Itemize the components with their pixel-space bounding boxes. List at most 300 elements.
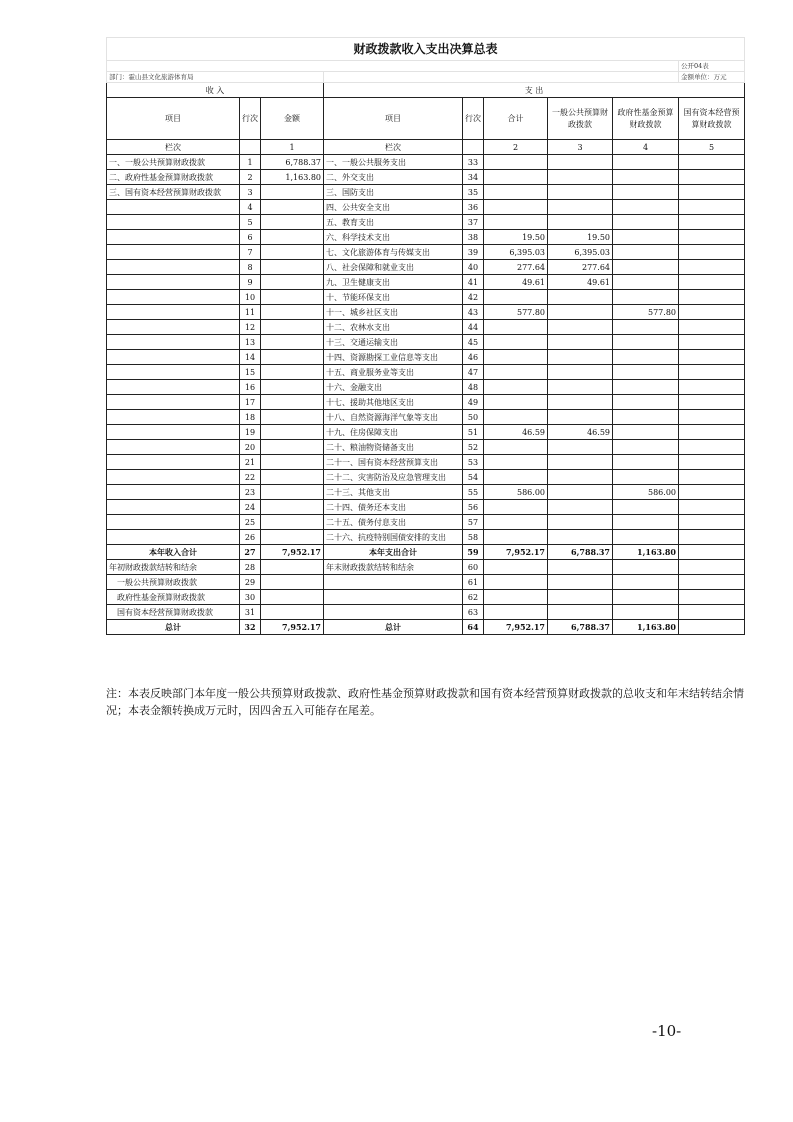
fund-budget-amount [613,515,679,530]
income-item [107,425,240,440]
table-row [107,440,745,455]
general-budget-amount [548,500,613,515]
income-item: 总计 [107,620,240,635]
table-row [107,245,745,260]
expense-item: 本年支出合计 [324,545,463,560]
expense-row-number: 61 [463,575,484,590]
expense-item: 二十三、其他支出 [324,485,463,500]
income-row-number: 15 [240,365,261,380]
table-row [107,260,745,275]
expense-total: 19.50 [484,230,548,245]
expense-total: 586.00 [484,485,548,500]
expense-row-number: 55 [463,485,484,500]
expense-group-header: 支 出 [324,83,745,98]
general-budget-amount [548,305,613,320]
expense-total [484,605,548,620]
table-row [107,155,745,170]
unit-label: 金额单位：万元 [679,72,745,83]
soe-budget-amount [679,440,745,455]
soe-budget-amount [679,470,745,485]
income-amount: 7,952.17 [261,545,324,560]
income-item [107,200,240,215]
expense-item: 八、社会保障和就业支出 [324,260,463,275]
carry-row [107,605,745,620]
soe-budget-amount [679,380,745,395]
expense-item: 一、一般公共服务支出 [324,155,463,170]
income-amount [261,515,324,530]
expense-item: 十六、金融支出 [324,380,463,395]
general-budget-amount: 19.50 [548,230,613,245]
soe-budget-amount [679,560,745,575]
expense-row-number: 33 [463,155,484,170]
soe-budget-amount [679,230,745,245]
department-label: 部门：霍山县文化旅游体育局 [107,72,324,83]
expense-item: 二十五、债务付息支出 [324,515,463,530]
income-amount [261,485,324,500]
income-amount: 1,163.80 [261,170,324,185]
expense-row-number: 37 [463,215,484,230]
table-row [107,305,745,320]
expense-item: 二十二、灾害防治及应急管理支出 [324,470,463,485]
fund-budget-amount: 586.00 [613,485,679,500]
fund-budget-amount [613,425,679,440]
expense-item: 年末财政拨款结转和结余 [324,560,463,575]
table-row [107,380,745,395]
income-row-number: 6 [240,230,261,245]
expense-row-number: 34 [463,170,484,185]
income-item [107,350,240,365]
expense-total [484,500,548,515]
income-item: 年初财政拨款结转和结余 [107,560,240,575]
income-row-number: 9 [240,275,261,290]
income-amount [261,530,324,545]
soe-budget-amount [679,620,745,635]
footnote: 注：本表反映部门本年度一般公共预算财政拨款、政府性基金预算财政拨款和国有资本经营预算财政拨款的总收支和年末结转结余情况；本表金额转换成万元时，因四舍五入可能存在尾差。 [106,687,744,717]
expense-row-number: 42 [463,290,484,305]
general-budget-amount [548,485,613,500]
income-row-number: 20 [240,440,261,455]
general-budget-amount [548,215,613,230]
income-row-number: 23 [240,485,261,500]
fund-budget-amount [613,365,679,380]
income-row-number: 22 [240,470,261,485]
income-item [107,245,240,260]
fund-budget-amount: 1,163.80 [613,545,679,560]
expense-total [484,560,548,575]
income-amount [261,215,324,230]
general-budget-amount: 6,788.37 [548,620,613,635]
income-amount [261,200,324,215]
soe-budget-amount [679,215,745,230]
soe-budget-amount [679,320,745,335]
expense-item: 三、国防支出 [324,185,463,200]
income-amount [261,575,324,590]
income-row-number: 2 [240,170,261,185]
header-fund-budget: 政府性基金预算财政拨款 [613,98,679,140]
income-item [107,515,240,530]
income-item: 二、政府性基金预算财政拨款 [107,170,240,185]
table-row [107,350,745,365]
general-budget-amount [548,335,613,350]
soe-budget-amount [679,515,745,530]
income-amount [261,305,324,320]
income-item [107,500,240,515]
income-row-number: 26 [240,530,261,545]
soe-budget-amount [679,395,745,410]
fund-budget-amount [613,350,679,365]
expense-row-number: 60 [463,560,484,575]
expense-total: 577.80 [484,305,548,320]
income-item [107,530,240,545]
general-budget-amount [548,575,613,590]
fund-budget-amount [613,335,679,350]
general-budget-amount: 49.61 [548,275,613,290]
expense-total [484,290,548,305]
income-item [107,440,240,455]
income-item [107,305,240,320]
expense-total [484,440,548,455]
header-expense-item: 项目 [324,98,463,140]
expense-total [484,395,548,410]
expense-total [484,470,548,485]
fund-budget-amount [613,440,679,455]
income-item [107,455,240,470]
expense-item: 二十、粮油物资储备支出 [324,440,463,455]
income-amount [261,455,324,470]
soe-budget-amount [679,335,745,350]
expense-total: 46.59 [484,425,548,440]
income-amount [261,275,324,290]
expense-total: 49.61 [484,275,548,290]
income-amount [261,260,324,275]
income-row-number: 32 [240,620,261,635]
fund-budget-amount [613,500,679,515]
table-row [107,215,745,230]
soe-budget-amount [679,260,745,275]
general-budget-amount [548,200,613,215]
expense-total [484,320,548,335]
income-amount [261,230,324,245]
header-general-budget: 一般公共预算财政拨款 [548,98,613,140]
table-row [107,335,745,350]
income-amount [261,380,324,395]
income-amount [261,320,324,335]
income-amount: 7,952.17 [261,620,324,635]
general-budget-amount: 6,395.03 [548,245,613,260]
general-budget-amount: 6,788.37 [548,545,613,560]
income-row-number: 14 [240,350,261,365]
expense-item: 十一、城乡社区支出 [324,305,463,320]
table-title: 财政拨款收入支出决算总表 [107,38,745,61]
fund-budget-amount [613,230,679,245]
expense-total [484,590,548,605]
fund-budget-amount [613,215,679,230]
soe-budget-amount [679,455,745,470]
col-index-4: 4 [613,140,679,155]
income-row-number: 31 [240,605,261,620]
expense-row-number: 45 [463,335,484,350]
soe-budget-amount [679,605,745,620]
soe-budget-amount [679,185,745,200]
income-row-number: 8 [240,260,261,275]
fund-budget-amount [613,575,679,590]
soe-budget-amount [679,350,745,365]
fund-budget-amount: 577.80 [613,305,679,320]
fund-budget-amount [613,380,679,395]
expense-item: 五、教育支出 [324,215,463,230]
income-item [107,215,240,230]
table-row [107,530,745,545]
fund-budget-amount [613,155,679,170]
expense-row-number: 44 [463,320,484,335]
summary-table [106,37,745,635]
income-row-number: 17 [240,395,261,410]
expense-total [484,170,548,185]
general-budget-amount [548,560,613,575]
income-item [107,335,240,350]
table-row [107,275,745,290]
income-amount [261,185,324,200]
general-budget-amount [548,365,613,380]
fund-budget-amount [613,560,679,575]
expense-total [484,200,548,215]
fund-budget-amount [613,530,679,545]
expense-total [484,575,548,590]
soe-budget-amount [679,575,745,590]
income-row-number: 10 [240,290,261,305]
income-item [107,230,240,245]
col-index-5: 5 [679,140,745,155]
income-row-number: 3 [240,185,261,200]
table-row [107,320,745,335]
expense-total [484,515,548,530]
subtotal-row [107,545,745,560]
income-item: 政府性基金预算财政拨款 [107,590,240,605]
header-total: 合计 [484,98,548,140]
table-row [107,365,745,380]
fund-budget-amount [613,170,679,185]
soe-budget-amount [679,170,745,185]
expense-total [484,410,548,425]
soe-budget-amount [679,545,745,560]
income-item [107,290,240,305]
income-row-number: 27 [240,545,261,560]
expense-item: 十二、农林水支出 [324,320,463,335]
table-row [107,410,745,425]
expense-item: 总计 [324,620,463,635]
income-row-number: 13 [240,335,261,350]
general-budget-amount [548,530,613,545]
header-income-amount: 金额 [261,98,324,140]
income-amount [261,500,324,515]
income-item: 一、一般公共预算财政拨款 [107,155,240,170]
general-budget-amount [548,515,613,530]
expense-item: 九、卫生健康支出 [324,275,463,290]
soe-budget-amount [679,590,745,605]
fund-budget-amount [613,185,679,200]
general-budget-amount: 277.64 [548,260,613,275]
expense-row-number: 62 [463,590,484,605]
expense-item: 十八、自然资源海洋气象等支出 [324,410,463,425]
income-group-header: 收 入 [107,83,324,98]
income-amount [261,245,324,260]
income-row-number: 12 [240,320,261,335]
expense-item: 十五、商业服务业等支出 [324,365,463,380]
expense-item: 十、节能环保支出 [324,290,463,305]
income-row-number: 28 [240,560,261,575]
income-row-number: 7 [240,245,261,260]
income-row-number: 5 [240,215,261,230]
expense-total [484,215,548,230]
expense-row-number: 53 [463,455,484,470]
income-item [107,395,240,410]
income-row-number: 24 [240,500,261,515]
expense-total [484,155,548,170]
expense-row-number: 48 [463,380,484,395]
soe-budget-amount [679,485,745,500]
income-item [107,470,240,485]
income-item: 本年收入合计 [107,545,240,560]
income-amount: 6,788.37 [261,155,324,170]
income-item [107,410,240,425]
income-row-number: 1 [240,155,261,170]
soe-budget-amount [679,200,745,215]
expense-total [484,530,548,545]
expense-item: 二十四、债务还本支出 [324,500,463,515]
expense-row-number: 59 [463,545,484,560]
income-item: 一般公共预算财政拨款 [107,575,240,590]
expense-total: 277.64 [484,260,548,275]
table-row [107,485,745,500]
expense-row-number: 57 [463,515,484,530]
expense-total [484,380,548,395]
expense-row-number: 64 [463,620,484,635]
expense-total: 6,395.03 [484,245,548,260]
general-budget-amount [548,155,613,170]
general-budget-amount [548,185,613,200]
expense-item: 二、外交支出 [324,170,463,185]
income-item [107,320,240,335]
income-row-number: 21 [240,455,261,470]
income-amount [261,605,324,620]
income-item [107,365,240,380]
expense-total: 7,952.17 [484,620,548,635]
expense-total: 7,952.17 [484,545,548,560]
soe-budget-amount [679,410,745,425]
expense-row-number: 63 [463,605,484,620]
soe-budget-amount [679,245,745,260]
table-row [107,170,745,185]
soe-budget-amount [679,425,745,440]
expense-item: 十四、资源勘探工业信息等支出 [324,350,463,365]
income-row-number: 19 [240,425,261,440]
income-row-number: 30 [240,590,261,605]
soe-budget-amount [679,500,745,515]
general-budget-amount [548,440,613,455]
expense-total [484,365,548,380]
fund-budget-amount [613,260,679,275]
table-row [107,395,745,410]
income-amount [261,365,324,380]
fund-budget-amount [613,200,679,215]
expense-row-number: 35 [463,185,484,200]
table-row [107,470,745,485]
income-amount [261,470,324,485]
income-row-number: 11 [240,305,261,320]
expense-row-number: 40 [463,260,484,275]
income-item: 三、国有资本经营预算财政拨款 [107,185,240,200]
income-item [107,485,240,500]
general-budget-amount [548,605,613,620]
income-row-number: 16 [240,380,261,395]
expense-total [484,335,548,350]
expense-item: 二十六、抗疫特别国债安排的支出 [324,530,463,545]
expense-row-number: 49 [463,395,484,410]
income-amount [261,350,324,365]
expense-row-number: 56 [463,500,484,515]
soe-budget-amount [679,275,745,290]
col-index-label: 栏次 [107,140,240,155]
expense-item: 二十一、国有资本经营预算支出 [324,455,463,470]
general-budget-amount [548,350,613,365]
carry-row [107,575,745,590]
income-amount [261,560,324,575]
expense-item: 六、科学技术支出 [324,230,463,245]
fund-budget-amount [613,605,679,620]
expense-item: 十七、援助其他地区支出 [324,395,463,410]
income-amount [261,425,324,440]
fund-budget-amount [613,470,679,485]
income-row-number: 18 [240,410,261,425]
expense-row-number: 36 [463,200,484,215]
table-row [107,515,745,530]
general-budget-amount [548,395,613,410]
carry-row [107,560,745,575]
general-budget-amount [548,590,613,605]
form-number: 公开04表 [679,61,745,72]
expense-item: 四、公共安全支出 [324,200,463,215]
income-item [107,275,240,290]
expense-row-number: 54 [463,470,484,485]
income-item: 国有资本经营预算财政拨款 [107,605,240,620]
fund-budget-amount [613,320,679,335]
header-expense-row: 行次 [463,98,484,140]
carry-row [107,590,745,605]
fund-budget-amount [613,245,679,260]
general-budget-amount [548,320,613,335]
general-budget-amount [548,290,613,305]
income-amount [261,410,324,425]
expense-row-number: 50 [463,410,484,425]
fund-budget-amount [613,455,679,470]
income-item [107,260,240,275]
table-row [107,500,745,515]
fund-budget-amount [613,395,679,410]
general-budget-amount [548,455,613,470]
table-row [107,425,745,440]
col-index-label: 栏次 [324,140,463,155]
expense-row-number: 43 [463,305,484,320]
income-amount [261,290,324,305]
expense-total [484,185,548,200]
expense-row-number: 52 [463,440,484,455]
table-row [107,200,745,215]
grand-total-row [107,620,745,635]
expense-item [324,590,463,605]
expense-row-number: 39 [463,245,484,260]
col-index-2: 2 [484,140,548,155]
general-budget-amount: 46.59 [548,425,613,440]
